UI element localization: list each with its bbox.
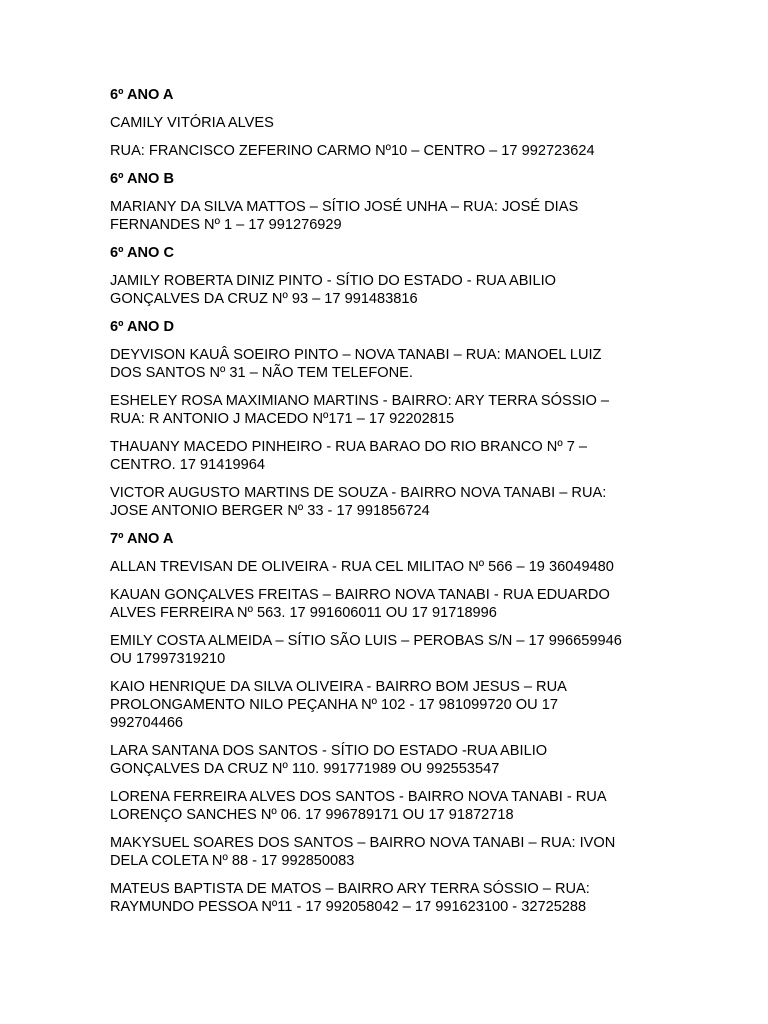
entry-line: RUA: R ANTONIO J MACEDO Nº171 – 17 92202815 [110,411,455,427]
class-heading: 7º ANO A [110,531,174,547]
student-entry [110,272,728,308]
entry-line: RAYMUNDO PESSOA Nº11 - 17 992058042 – 17 991623100 - 32725288 [110,899,587,915]
entry-line: PROLONGAMENTO NILO PEÇANHA Nº 102 - 17 981099720 OU 17 [110,697,558,713]
student-entry [110,586,728,622]
class-heading: 6º ANO C [110,245,174,261]
entry-line: CENTRO. 17 91419964 [110,457,265,473]
entry-line: ALLAN TREVISAN DE OLIVEIRA - RUA CEL MILITAO Nº 566 – 19 36049480 [110,559,614,575]
entry-line: KAIO HENRIQUE DA SILVA OLIVEIRA - BAIRRO BOM JESUS – RUA [110,679,567,695]
entry-line: GONÇALVES DA CRUZ Nº 110. 991771989 OU 992553547 [110,761,500,777]
student-entry [110,678,728,732]
entry-line: JAMILY ROBERTA DINIZ PINTO - SÍTIO DO ESTADO - RUA ABILIO [110,273,557,289]
student-entry [110,742,728,778]
student-entry [110,632,728,668]
entry-line: EMILY COSTA ALMEIDA – SÍTIO SÃO LUIS – PEROBAS S/N – 17 996659946 [110,633,622,649]
entry-line: THAUANY MACEDO PINHEIRO - RUA BARAO DO RIO BRANCO Nº 7 – [110,439,588,455]
entry-line: ALVES FERREIRA Nº 563. 17 991606011 OU 17 91718996 [110,605,497,621]
student-entry [110,346,728,382]
student-entry [110,438,728,474]
student-entry [110,114,728,132]
entry-line: MAKYSUEL SOARES DOS SANTOS – BAIRRO NOVA TANABI – RUA: IVON [110,835,616,851]
entry-line: ESHELEY ROSA MAXIMIANO MARTINS - BAIRRO: ARY TERRA SÓSSIO – [110,393,610,409]
entry-line: LARA SANTANA DOS SANTOS - SÍTIO DO ESTADO -RUA ABILIO [110,743,548,759]
entry-line: DOS SANTOS Nº 31 – NÃO TEM TELEFONE. [110,365,413,381]
entry-line: LORENÇO SANCHES Nº 06. 17 996789171 OU 17 91872718 [110,807,514,823]
entry-line: CAMILY VITÓRIA ALVES [110,115,274,131]
student-entry [110,142,728,160]
class-heading: 6º ANO B [110,171,174,187]
entry-line: OU 17997319210 [110,651,226,667]
entry-line: FERNANDES Nº 1 – 17 991276929 [110,217,342,233]
student-entry [110,880,728,916]
entry-line: 992704466 [110,715,184,731]
entry-line: GONÇALVES DA CRUZ Nº 93 – 17 991483816 [110,291,418,307]
student-entry [110,558,728,576]
entry-line: KAUAN GONÇALVES FREITAS – BAIRRO NOVA TANABI - RUA EDUARDO [110,587,610,603]
class-heading: 6º ANO A [110,87,174,103]
entry-line: LORENA FERREIRA ALVES DOS SANTOS - BAIRRO NOVA TANABI - RUA [110,789,607,805]
student-entry [110,834,728,870]
entry-line: VICTOR AUGUSTO MARTINS DE SOUZA - BAIRRO NOVA TANABI – RUA: [110,485,607,501]
student-entry [110,198,728,234]
entry-line: MARIANY DA SILVA MATTOS – SÍTIO JOSÉ UNHA – RUA: JOSÉ DIAS [110,199,579,215]
entry-line: JOSE ANTONIO BERGER Nº 33 - 17 991856724 [110,503,430,519]
entry-line: RUA: FRANCISCO ZEFERINO CARMO Nº10 – CENTRO – 17 992723624 [110,143,595,159]
student-entry [110,392,728,428]
student-entry [110,788,728,824]
class-heading: 6º ANO D [110,319,174,335]
student-entry [110,484,728,520]
entry-line: MATEUS BAPTISTA DE MATOS – BAIRRO ARY TERRA SÓSSIO – RUA: [110,881,590,897]
entry-line: DELA COLETA Nº 88 - 17 992850083 [110,853,355,869]
entry-line: DEYVISON KAUÂ SOEIRO PINTO – NOVA TANABI – RUA: MANOEL LUIZ [110,347,602,363]
